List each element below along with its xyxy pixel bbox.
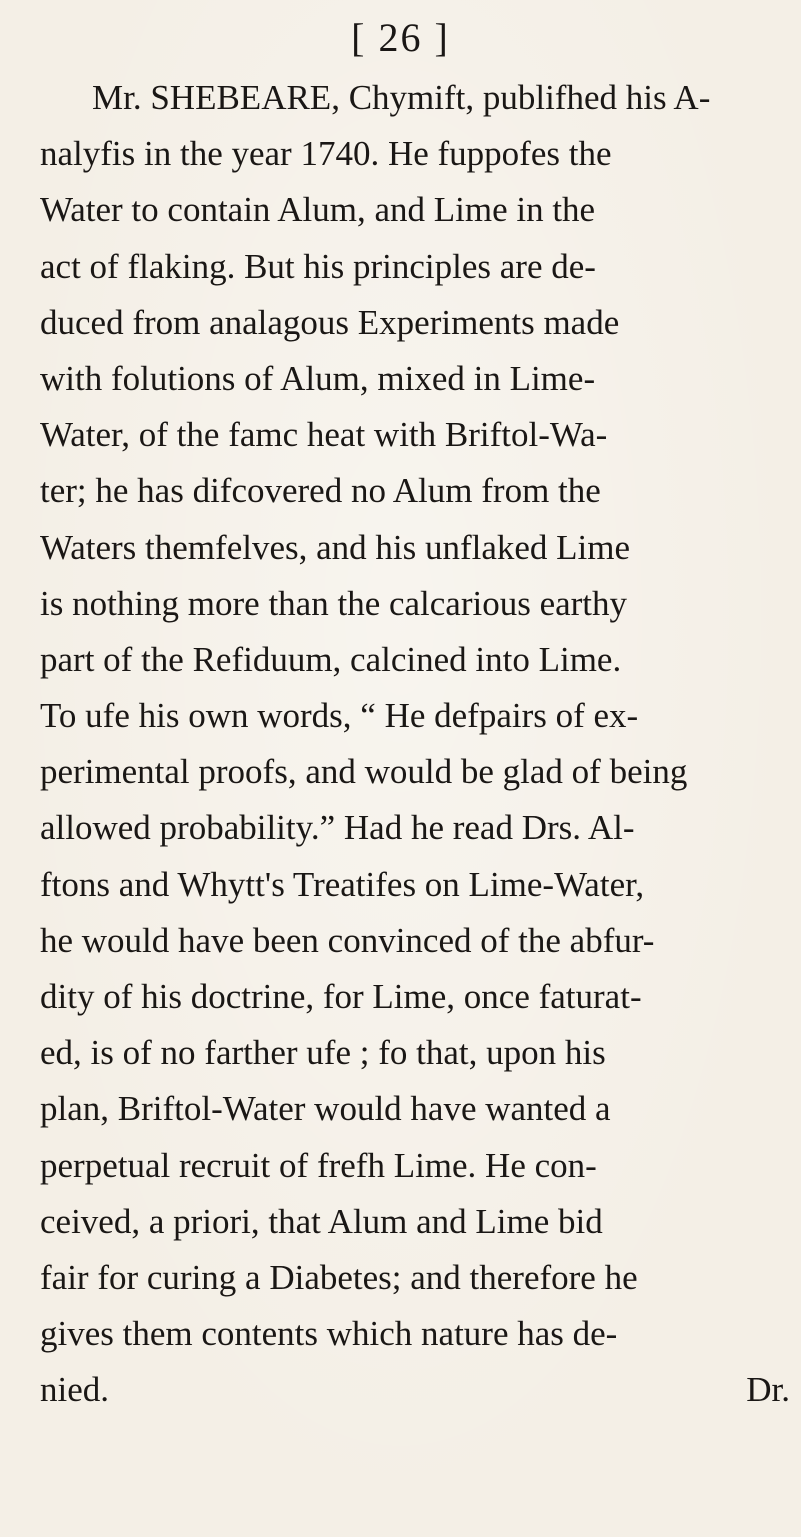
text-line-3: Water to contain Alum, and Lime in the <box>40 190 596 230</box>
text-line-22: fair for curing a Diabetes; and therefore he <box>40 1257 638 1297</box>
text-line-13: perimental proofs, and would be glad of being <box>40 752 688 792</box>
text-line-16: he would have been convinced of the abfur- <box>40 920 655 960</box>
text-line-12: To ufe his own words, “ He defpairs of ex- <box>40 696 639 736</box>
text-line-6: with folutions of Alum, mixed in Lime- <box>40 358 596 398</box>
text-line-4: act of flaking. But his principles are de- <box>40 246 596 286</box>
text-line-7: Water, of the famc heat with Briftol-Wa- <box>40 415 608 455</box>
text-line-11: part of the Refiduum, calcined into Lime. <box>40 639 622 679</box>
text-line-1: Mr. SHEBEARE, Chymift, publifhed his A- <box>92 78 711 117</box>
text-line-19: plan, Briftol-Water would have wanted a <box>40 1089 611 1129</box>
text-line-2: nalyfis in the year 1740. He fuppofes the <box>40 134 612 174</box>
text-line-10: is nothing more than the calcarious earthy <box>40 583 628 623</box>
last-line-text: nied. <box>40 1370 110 1410</box>
catchword: Dr. <box>746 1370 790 1410</box>
text-line-5: duced from analagous Experiments made <box>40 302 620 342</box>
text-line-8: ter; he has difcovered no Alum from the <box>40 471 601 511</box>
text-line-20: perpetual recruit of frefh Lime. He con- <box>40 1145 597 1185</box>
page-number: [ 26 ] <box>351 15 450 60</box>
text-line-17: dity of his doctrine, for Lime, once faturat- <box>40 977 642 1016</box>
text-line-21: ceived, a priori, that Alum and Lime bid <box>40 1201 603 1241</box>
text-line-14: allowed probability.” Had he read Drs. Al- <box>40 808 635 848</box>
text-line-23: gives them contents which nature has de- <box>40 1314 618 1354</box>
body-text <box>40 70 790 1419</box>
text-line-18: ed, is of no farther ufe ; fo that, upon his <box>40 1033 606 1073</box>
text-line-24 <box>40 1362 790 1418</box>
text-line-9: Waters themfelves, and his unflaked Lime <box>40 527 631 567</box>
text-line-15: ftons and Whytt's Treatifes on Lime-Water, <box>40 864 645 904</box>
